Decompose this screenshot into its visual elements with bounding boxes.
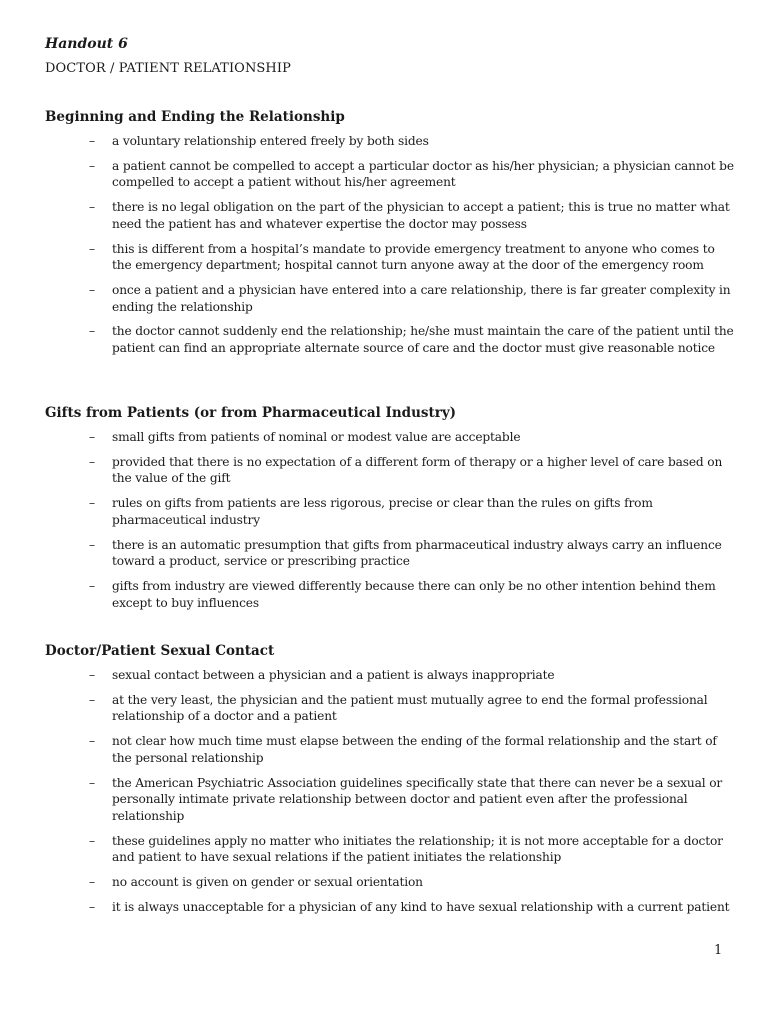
list-item-text: gifts from industry are viewed differently because there can only be no other intention behind them except to buy influences xyxy=(112,578,716,610)
bullet-list xyxy=(45,133,735,356)
list-item-text: there is an automatic presumption that gifts from pharmaceutical industry always carry an influence toward a product, service or prescribing practice xyxy=(112,537,722,569)
page-number: 1 xyxy=(714,943,723,958)
dash-bullet: – xyxy=(89,775,95,790)
list-item xyxy=(45,733,735,766)
list-item-text: sexual contact between a physician and a patient is always inappropriate xyxy=(112,668,555,682)
list-item xyxy=(45,578,735,611)
dash-bullet: – xyxy=(89,134,95,148)
list-item xyxy=(45,833,735,866)
dash-bullet: – xyxy=(89,692,95,707)
section-heading: Gifts from Patients (or from Pharmaceutical Industry) xyxy=(45,405,457,421)
list-item xyxy=(45,199,735,232)
section-sexual-contact xyxy=(45,643,735,923)
list-item xyxy=(45,241,735,274)
list-item xyxy=(45,667,735,684)
list-item xyxy=(45,495,735,528)
list-item-text: there is no legal obligation on the part of the physician to accept a patient; this is true no matter what need the patient has and whatever expertise the doctor may possess xyxy=(112,200,730,231)
dash-bullet: – xyxy=(89,158,95,173)
dash-bullet: – xyxy=(89,324,95,339)
list-item xyxy=(45,158,735,191)
list-item xyxy=(45,692,735,725)
list-item xyxy=(45,454,735,487)
dash-bullet: – xyxy=(89,874,95,889)
list-item-text: the American Psychiatric Association guidelines specifically state that there can never be a sexual or personally intimate private relationship between doctor and patient even after the professional relationship xyxy=(112,775,723,823)
list-item-text: these guidelines apply no matter who initiates the relationship; it is not more acceptable for a doctor and patient to have sexual relations if the patient initiates the relationship xyxy=(112,833,723,865)
dash-bullet: – xyxy=(89,833,95,848)
dash-bullet: – xyxy=(89,537,95,552)
list-item-text: the doctor cannot suddenly end the relationship; he/she must maintain the care of the patient until the patient can find an appropriate alternate source of care and the doctor must give reasonable notice xyxy=(112,324,734,355)
handout-label: Handout 6 xyxy=(45,36,128,52)
list-item-text: once a patient and a physician have entered into a care relationship, there is far greater complexity in ending the relationship xyxy=(112,282,731,314)
list-item xyxy=(45,323,735,356)
section-heading: Beginning and Ending the Relationship xyxy=(45,109,345,125)
dash-bullet: – xyxy=(89,668,95,682)
list-item-text: a voluntary relationship entered freely by both sides xyxy=(112,134,429,148)
list-item-text: it is always unacceptable for a physician of any kind to have sexual relationship with a current patient xyxy=(112,899,730,914)
bullet-list xyxy=(45,429,735,611)
section-gifts xyxy=(45,405,735,619)
list-item-text: at the very least, the physician and the patient must mutually agree to end the formal professional relationship of a doctor and a patient xyxy=(112,692,708,724)
dash-bullet: – xyxy=(89,496,95,511)
bullet-list xyxy=(45,667,735,915)
dash-bullet: – xyxy=(89,241,95,256)
list-item-text: small gifts from patients of nominal or modest value are acceptable xyxy=(112,430,521,444)
dash-bullet: – xyxy=(89,578,95,593)
list-item-text: rules on gifts from patients are less rigorous, precise or clear than the rules on gifts from pharmaceutical industry xyxy=(112,496,653,527)
list-item xyxy=(45,775,735,825)
dash-bullet: – xyxy=(89,430,95,444)
list-item-text: provided that there is no expectation of a different form of therapy or a higher level of care based on the value of the gift xyxy=(112,454,723,486)
dash-bullet: – xyxy=(89,899,95,914)
dash-bullet: – xyxy=(89,200,95,215)
dash-bullet: – xyxy=(89,282,95,297)
section-heading: Doctor/Patient Sexual Contact xyxy=(45,643,275,659)
list-item xyxy=(45,537,735,570)
list-item-text: no account is given on gender or sexual orientation xyxy=(112,874,423,889)
section-beginning-ending xyxy=(45,109,735,365)
list-item-text: a patient cannot be compelled to accept a particular doctor as his/her physician; a physician cannot be compelled to accept a patient without his/her agreement xyxy=(112,158,734,190)
list-item xyxy=(45,874,735,891)
list-item xyxy=(45,282,735,315)
list-item-text: this is different from a hospital’s mandate to provide emergency treatment to anyone who comes to the emergency department; hospital cannot turn anyone away at the door of the emergency room xyxy=(112,241,715,273)
list-item xyxy=(45,899,735,916)
list-item xyxy=(45,429,735,446)
list-item xyxy=(45,133,735,150)
list-item-text: not clear how much time must elapse between the ending of the formal relationship and the start of the personal relationship xyxy=(112,734,717,765)
document-title: DOCTOR / PATIENT RELATIONSHIP xyxy=(45,61,291,76)
dash-bullet: – xyxy=(89,734,95,749)
dash-bullet: – xyxy=(89,454,95,469)
